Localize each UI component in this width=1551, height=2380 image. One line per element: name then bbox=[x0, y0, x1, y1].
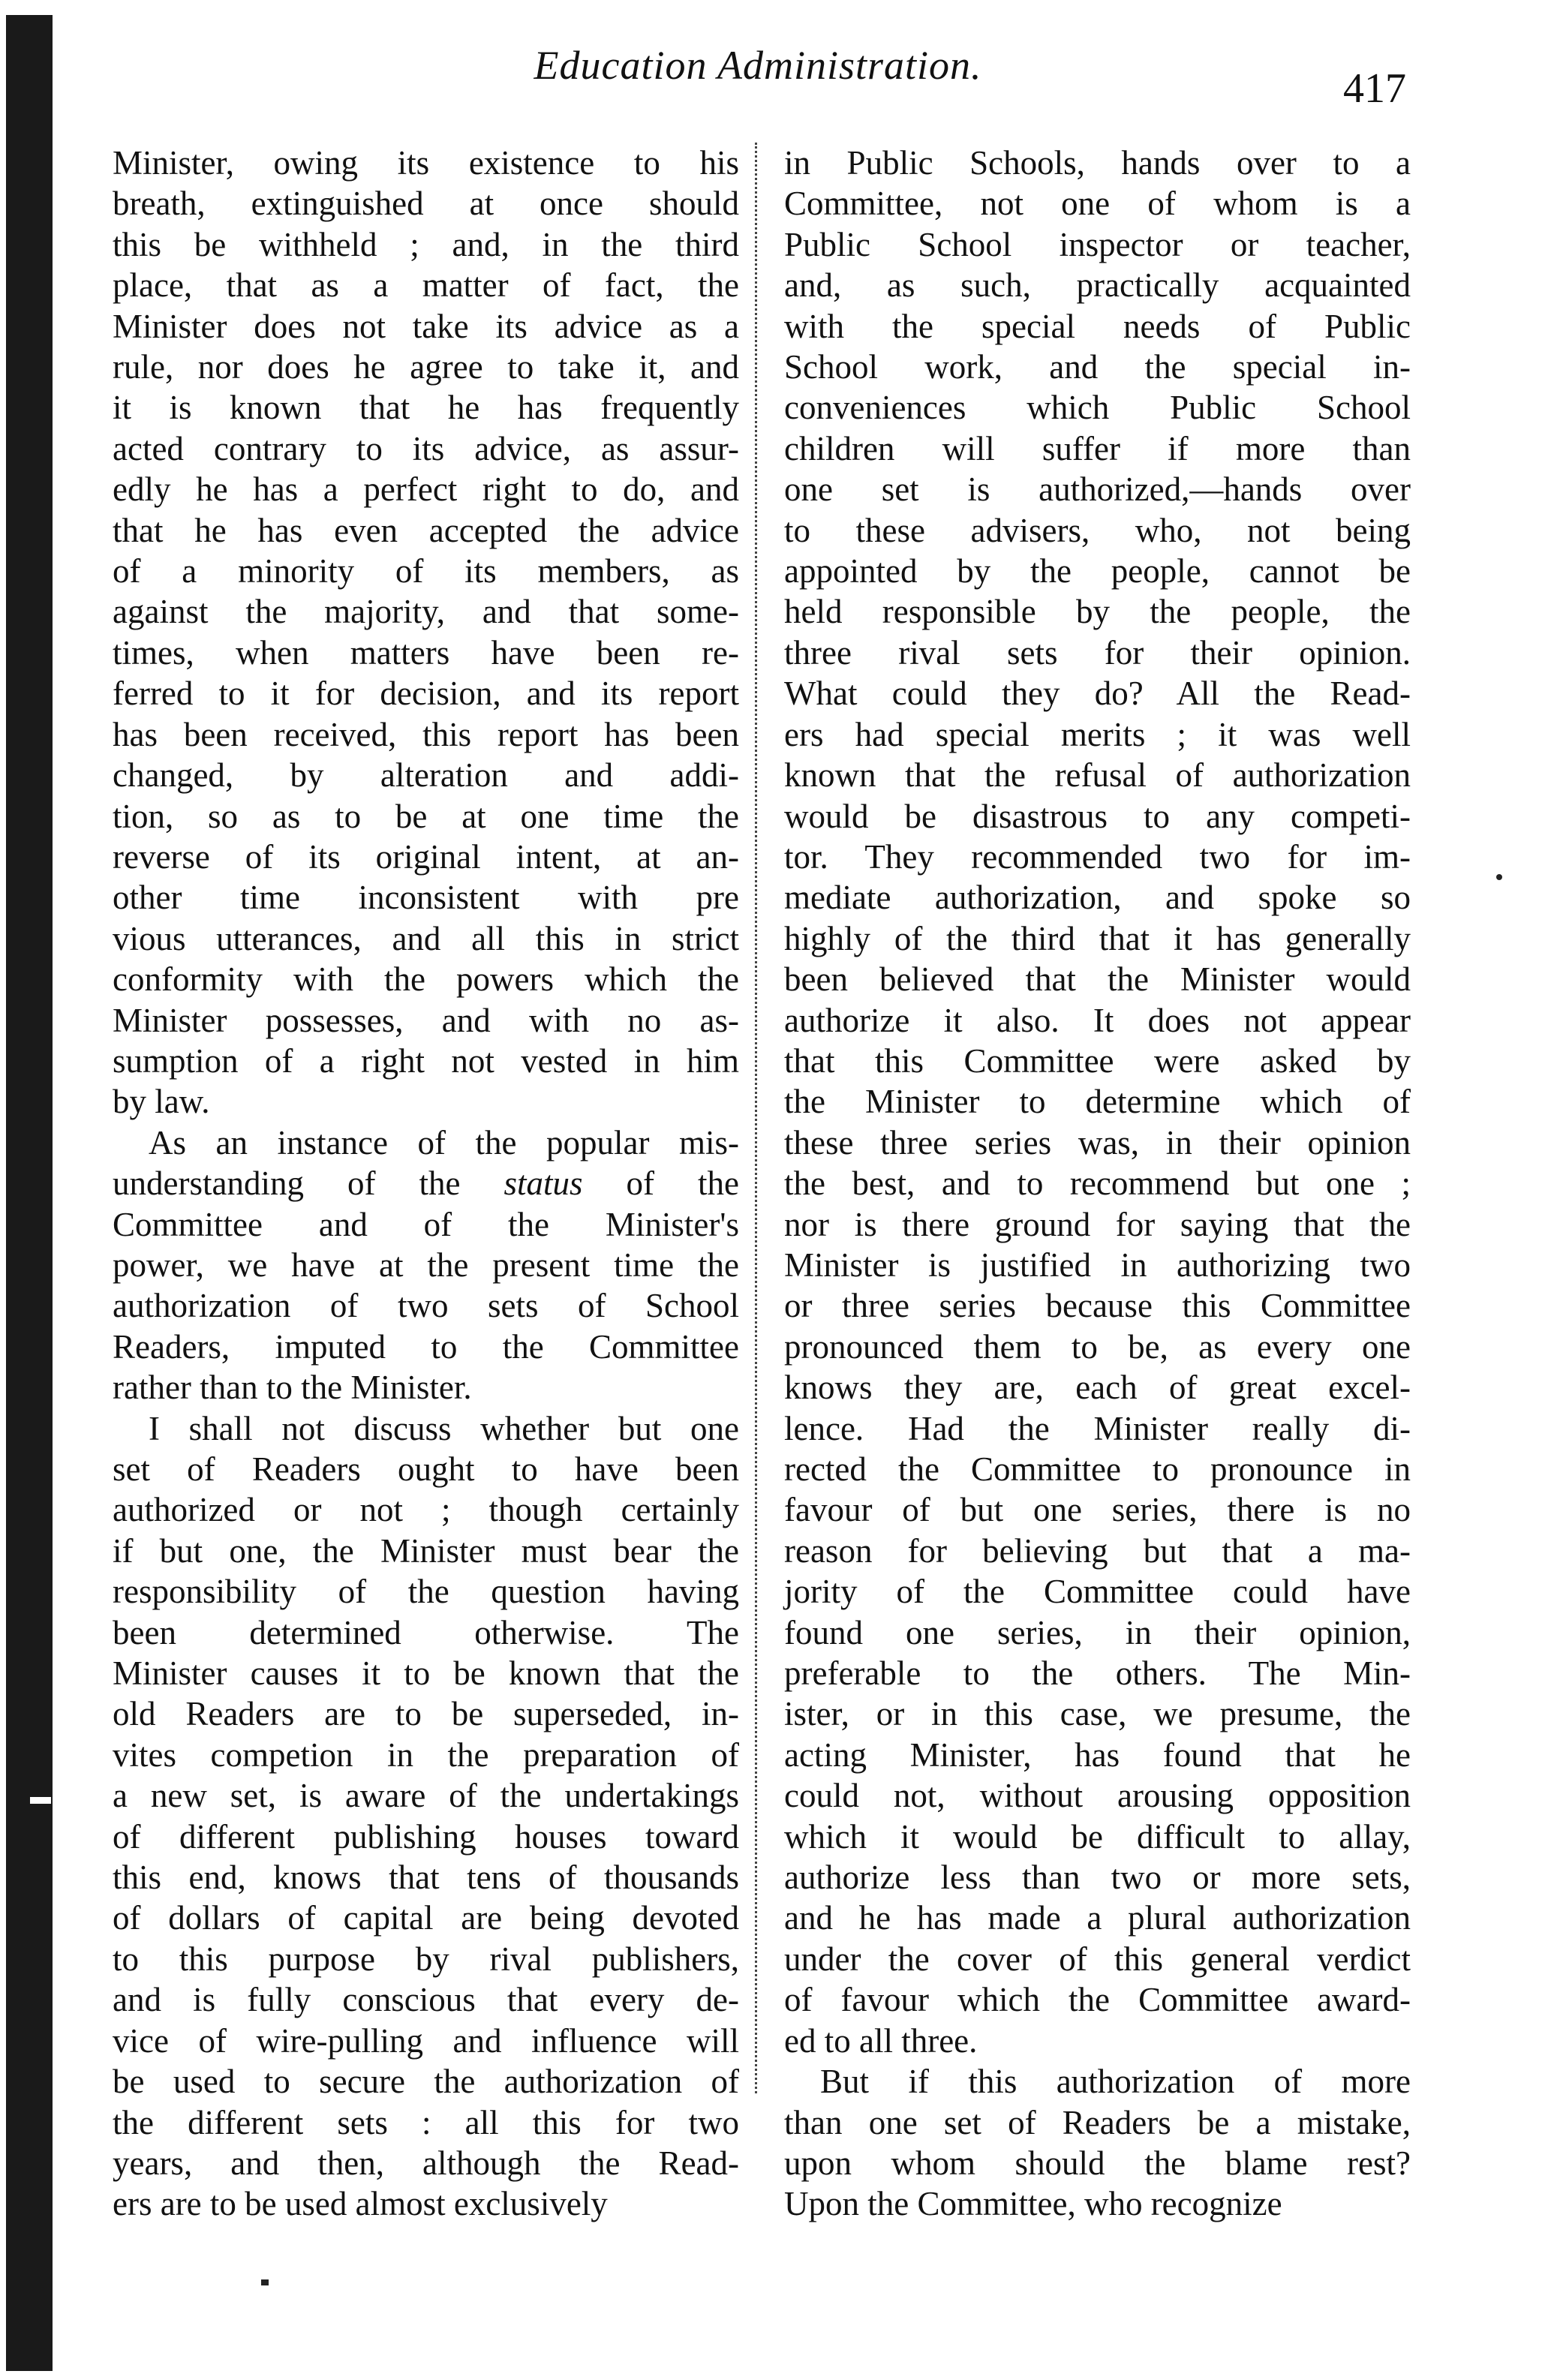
text-line: this be withheld ; and, in the third bbox=[113, 225, 739, 263]
running-head: Education Administration. bbox=[534, 43, 982, 88]
text-line: conformity with the powers which the bbox=[113, 960, 739, 999]
text-line: jority of the Committee could have bbox=[784, 1573, 1411, 1611]
text-line: would be disastrous to any competi- bbox=[784, 797, 1411, 835]
text-line: by law. bbox=[113, 1083, 210, 1121]
italic-term: status bbox=[503, 1164, 583, 1203]
text-line: other time inconsistent with pre bbox=[113, 879, 739, 917]
text-line: rule, nor does he agree to take it, and bbox=[113, 348, 739, 386]
text-line: reason for believing but that a ma- bbox=[784, 1531, 1411, 1570]
text-line: three rival sets for their opinion. bbox=[784, 633, 1411, 672]
text-line: ers had special merits ; it was well bbox=[784, 715, 1411, 753]
text-line: with the special needs of Public bbox=[784, 307, 1411, 345]
text-line: Public School inspector or teacher, bbox=[784, 225, 1411, 263]
text-line: edly he has a perfect right to do, and bbox=[113, 470, 739, 509]
text-line: found one series, in their opinion, bbox=[784, 1613, 1411, 1651]
print-speck bbox=[1496, 874, 1502, 880]
text-line: against the majority, and that some- bbox=[113, 593, 739, 631]
left-text-column bbox=[113, 143, 739, 2225]
text-line: these three series was, in their opinion bbox=[784, 1123, 1411, 1161]
text-line: to this purpose by rival publishers, bbox=[113, 1940, 739, 1978]
text-line: favour of but one series, there is no bbox=[784, 1491, 1411, 1529]
text-line: Minister, owing its existence to his bbox=[113, 144, 739, 182]
text-line: and, as such, practically acquainted bbox=[784, 266, 1411, 305]
text-line: Upon the Committee, who recognize bbox=[784, 2185, 1282, 2223]
text-line: vites competion in the preparation of bbox=[113, 1735, 739, 1774]
text-line: of a minority of its members, as bbox=[113, 552, 739, 590]
text-line: that this Committee were asked by bbox=[784, 1041, 1411, 1080]
text-line: But if this authorization of more bbox=[820, 2063, 1411, 2101]
text-line: has been received, this report has been bbox=[113, 715, 739, 753]
text-line: been believed that the Minister would bbox=[784, 960, 1411, 999]
binding-mark bbox=[30, 1797, 51, 1804]
text-line: ed to all three. bbox=[784, 2021, 978, 2060]
text-line: acted contrary to its advice, as assur- bbox=[113, 429, 739, 467]
text-line: the different sets : all this for two bbox=[113, 2103, 739, 2141]
text-line: understanding of the status of the bbox=[113, 1164, 739, 1203]
text-line: times, when matters have been re- bbox=[113, 633, 739, 672]
text-line: Minister does not take its advice as a bbox=[113, 307, 739, 345]
text-line: authorized or not ; though certainly bbox=[113, 1491, 739, 1529]
text-line: vious utterances, and all this in strict bbox=[113, 919, 739, 957]
text-line: place, that as a matter of fact, the bbox=[113, 266, 739, 305]
text-line: Readers, imputed to the Committee bbox=[113, 1327, 739, 1366]
text-line: which it would be difficult to allay, bbox=[784, 1817, 1411, 1856]
text-line: and he has made a plural authorization bbox=[784, 1899, 1411, 1937]
text-line: or three series because this Committee bbox=[784, 1287, 1411, 1325]
text-line: be used to secure the authorization of bbox=[113, 2063, 739, 2101]
text-line: authorization of two sets of School bbox=[113, 1287, 739, 1325]
text-line: the best, and to recommend but one ; bbox=[784, 1164, 1411, 1203]
text-line: highly of the third that it has generally bbox=[784, 919, 1411, 957]
text-line: Committee and of the Minister's bbox=[113, 1205, 739, 1243]
text-line: conveniences which Public School bbox=[784, 389, 1411, 427]
text-line: ferred to it for decision, and its report bbox=[113, 675, 739, 713]
text-line: School work, and the special in- bbox=[784, 348, 1411, 386]
text-line: Committee, not one of whom is a bbox=[784, 185, 1411, 223]
text-line: one set is authorized,—hands over bbox=[784, 470, 1411, 509]
text-line: could not, without arousing opposition bbox=[784, 1777, 1411, 1815]
text-line: if but one, the Minister must bear the bbox=[113, 1531, 739, 1570]
text-line: this end, knows that tens of thousands bbox=[113, 1859, 739, 1897]
right-text-column bbox=[784, 143, 1411, 2225]
text-line: acting Minister, has found that he bbox=[784, 1735, 1411, 1774]
text-line: rather than to the Minister. bbox=[113, 1369, 472, 1407]
text-line: Minister causes it to be known that the bbox=[113, 1654, 739, 1693]
text-line: reverse of its original intent, at an- bbox=[113, 837, 739, 876]
text-line: of dollars of capital are being devoted bbox=[113, 1899, 739, 1937]
page-number: 417 bbox=[1343, 65, 1406, 112]
text-line: set of Readers ought to have been bbox=[113, 1450, 739, 1488]
text-line: ister, or in this case, we presume, the bbox=[784, 1695, 1411, 1733]
text-line: tor. They recommended two for im- bbox=[784, 837, 1411, 876]
text-line: ers are to be used almost exclusively bbox=[113, 2185, 608, 2223]
text-line: preferable to the others. The Min- bbox=[784, 1654, 1411, 1693]
text-line: As an instance of the popular mis- bbox=[149, 1123, 739, 1161]
text-line: children will suffer if more than bbox=[784, 429, 1411, 467]
text-line: power, we have at the present time the bbox=[113, 1246, 739, 1284]
text-line: changed, by alteration and addi- bbox=[113, 756, 739, 795]
text-line: upon whom should the blame rest? bbox=[784, 2144, 1411, 2182]
text-line: rected the Committee to pronounce in bbox=[784, 1450, 1411, 1488]
text-line: lence. Had the Minister really di- bbox=[784, 1409, 1411, 1447]
text-line: sumption of a right not vested in him bbox=[113, 1041, 739, 1080]
text-line: breath, extinguished at once should bbox=[113, 185, 739, 223]
text-line: and is fully conscious that every de- bbox=[113, 1981, 739, 2019]
text-line: a new set, is aware of the undertakings bbox=[113, 1777, 739, 1815]
text-line: authorize it also. It does not appear bbox=[784, 1001, 1411, 1039]
text-line: old Readers are to be superseded, in- bbox=[113, 1695, 739, 1733]
text-line: that he has even accepted the advice bbox=[113, 511, 739, 549]
text-line: vice of wire-pulling and influence will bbox=[113, 2021, 739, 2060]
print-speck bbox=[261, 2279, 269, 2285]
column-divider bbox=[755, 143, 757, 2093]
text-line: known that the refusal of authorization bbox=[784, 756, 1411, 795]
text-line: Minister possesses, and with no as- bbox=[113, 1001, 739, 1039]
text-line: tion, so as to be at one time the bbox=[113, 797, 739, 835]
text-line: mediate authorization, and spoke so bbox=[784, 879, 1411, 917]
text-line: I shall not discuss whether but one bbox=[149, 1409, 739, 1447]
text-line: nor is there ground for saying that the bbox=[784, 1205, 1411, 1243]
text-line: held responsible by the people, the bbox=[784, 593, 1411, 631]
text-line: under the cover of this general verdict bbox=[784, 1940, 1411, 1978]
text-line: of different publishing houses toward bbox=[113, 1817, 739, 1856]
text-line: than one set of Readers be a mistake, bbox=[784, 2103, 1411, 2141]
text-line: knows they are, each of great excel- bbox=[784, 1369, 1411, 1407]
text-line: of favour which the Committee award- bbox=[784, 1981, 1411, 2019]
text-line: authorize less than two or more sets, bbox=[784, 1859, 1411, 1897]
text-line: appointed by the people, cannot be bbox=[784, 552, 1411, 590]
text-line: years, and then, although the Read- bbox=[113, 2144, 739, 2182]
text-line: What could they do? All the Read- bbox=[784, 675, 1411, 713]
text-line: it is known that he has frequently bbox=[113, 389, 739, 427]
binding-edge bbox=[6, 15, 53, 2371]
text-line: Minister is justified in authorizing two bbox=[784, 1246, 1411, 1284]
text-line: responsibility of the question having bbox=[113, 1573, 739, 1611]
text-line: to these advisers, who, not being bbox=[784, 511, 1411, 549]
text-line: in Public Schools, hands over to a bbox=[784, 144, 1411, 182]
text-line: pronounced them to be, as every one bbox=[784, 1327, 1411, 1366]
text-line: been determined otherwise. The bbox=[113, 1613, 739, 1651]
text-line: the Minister to determine which of bbox=[784, 1083, 1411, 1121]
